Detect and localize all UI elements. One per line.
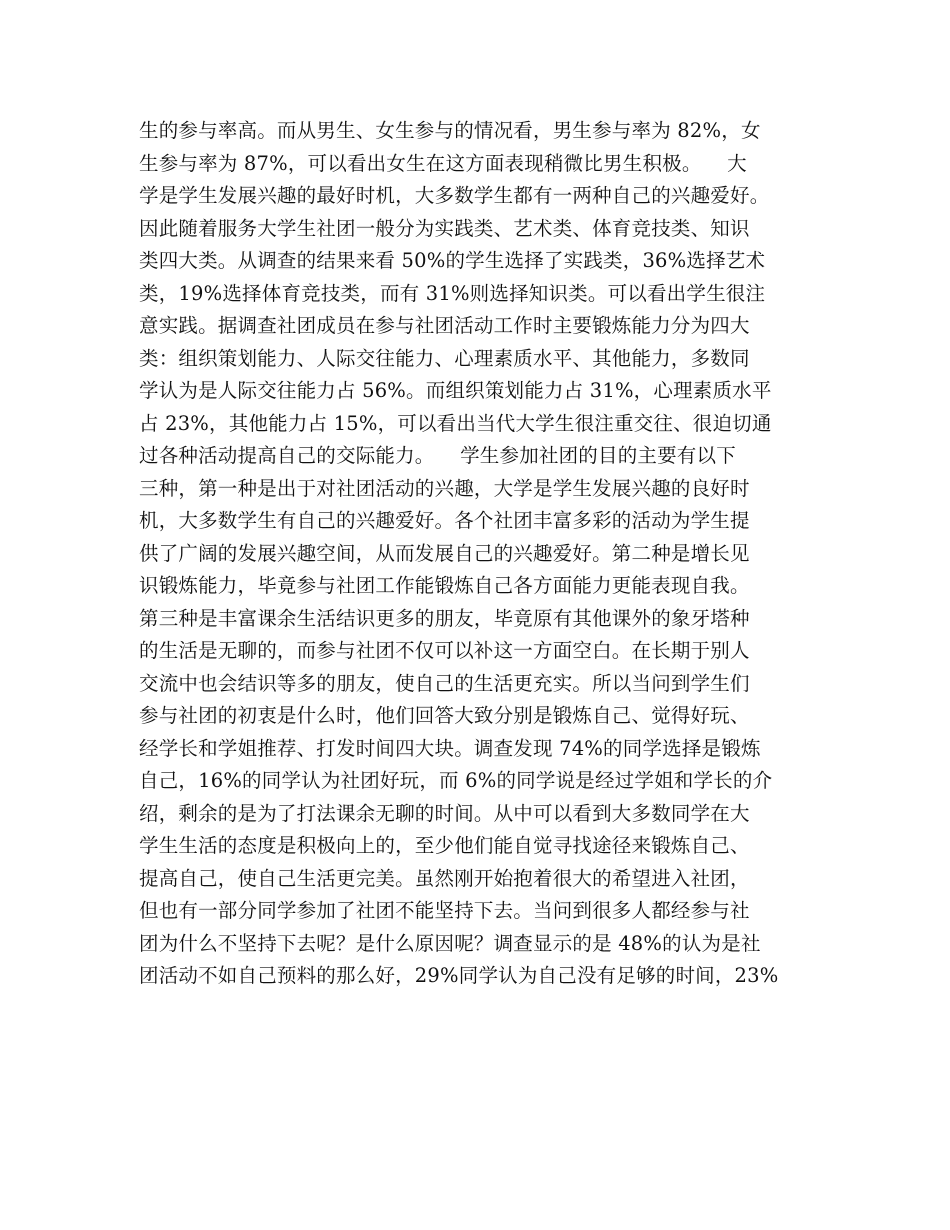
text-line: 第三种是丰富课余生活结识更多的朋友，毕竟原有其他课外的象牙塔种 [139, 606, 750, 630]
text-line: 占 23%，其他能力占 15%，可以看出当代大学生很注重交往、很迫切通 [139, 411, 772, 435]
text-line: 学认为是人际交往能力占 56%。而组织策划能力占 31%，心理素质水平 [139, 379, 772, 402]
text-line: 过各种活动提高自己的交际能力。 学生参加社团的目的主要有以下 [139, 444, 736, 467]
text-line: 但也有一部分同学参加了社团不能坚持下去。当问到很多人都经参与社 [139, 899, 750, 922]
text-line: 学生生活的态度是积极向上的，至少他们能自觉寻找途径来锻炼自己、 [139, 834, 750, 857]
text-line: 机，大多数学生有自己的兴趣爱好。各个社团丰富多彩的活动为学生提 [139, 509, 750, 532]
text-line: 绍，剩余的是为了打法课余无聊的时间。从中可以看到大多数同学在大 [139, 801, 750, 825]
text-line: 自己，16%的同学认为社团好玩，而 6%的同学说是经过学姐和学长的介 [139, 769, 773, 792]
body-text [139, 115, 829, 993]
text-line: 识锻炼能力，毕竟参与社团工作能锻炼自己各方面能力更能表现自我。 [139, 574, 750, 597]
text-line: 三种，第一种是出于对社团活动的兴趣，大学是学生发展兴趣的良好时 [139, 476, 750, 500]
text-line: 学是学生发展兴趣的最好时机，大多数学生都有一两种自己的兴趣爱好。 [139, 184, 770, 207]
text-line: 团活动不如自己预料的那么好，29%同学认为自己没有足够的时间，23% [139, 964, 779, 987]
text-line: 团为什么不坚持下去呢？是什么原因呢？调查显示的是 48%的认为是社 [139, 931, 761, 955]
text-line: 生的参与率高。而从男生、女生参与的情况看，男生参与率为 82%，女 [139, 119, 761, 142]
text-line: 经学长和学姐推荐、打发时间四大块。调查发现 74%的同学选择是锻炼 [139, 736, 761, 760]
text-line: 交流中也会结识等多的朋友，使自己的生活更充实。所以当问到学生们 [139, 671, 750, 695]
text-line: 类：组织策划能力、人际交往能力、心理素质水平、其他能力，多数同 [139, 346, 750, 370]
text-line: 生参与率为 87%，可以看出女生在这方面表现稍微比男生积极。 大 [139, 151, 747, 175]
text-line: 意实践。据调查社团成员在参与社团活动工作时主要锻炼能力分为四大 [139, 314, 750, 337]
text-line: 因此随着服务大学生社团一般分为实践类、艺术类、体育竞技类、知识 [139, 216, 750, 240]
text-line: 供了广阔的发展兴趣空间，从而发展自己的兴趣爱好。第二种是增长见 [139, 541, 750, 565]
text-line: 参与社团的初衷是什么时，他们回答大致分别是锻炼自己、觉得好玩、 [139, 704, 750, 727]
text-line: 提高自己，使自己生活更完美。虽然刚开始抱着很大的希望进入社团， [139, 866, 750, 890]
text-line: 类四大类。从调查的结果来看 50%的学生选择了实践类，36%选择艺术 [139, 249, 766, 272]
text-line: 的生活是无聊的，而参与社团不仅可以补这一方面空白。在长期于别人 [139, 639, 750, 662]
text-line: 类，19%选择体育竞技类，而有 31%则选择知识类。可以看出学生很注 [139, 281, 766, 305]
